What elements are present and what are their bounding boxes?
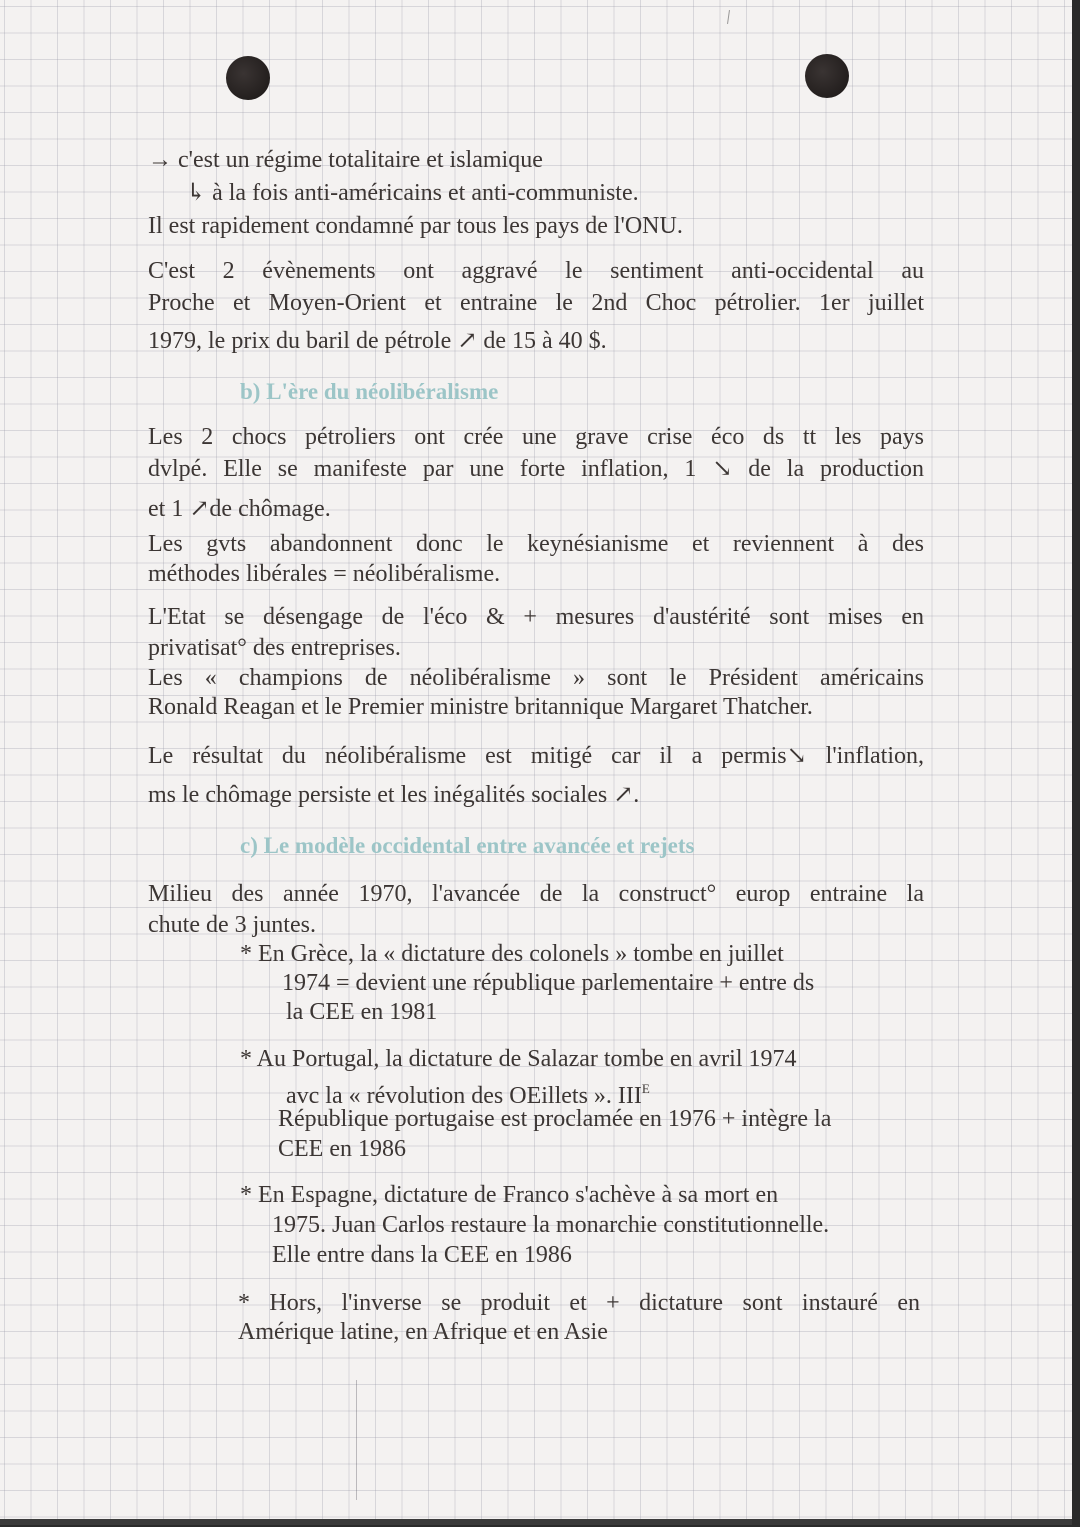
text-line: 1974 = devient une république parlementaire + entre ds (282, 970, 815, 996)
section-heading-b: b) L'ère du néolibéralisme (240, 379, 499, 404)
pen-mark (727, 10, 730, 24)
text-line: 1975. Juan Carlos restaure la monarchie constitutionnelle. (272, 1212, 830, 1238)
text-line: Il est rapidement condamné par tous les pays de l'ONU. (148, 213, 683, 239)
text-line: Elle entre dans la CEE en 1986 (272, 1242, 572, 1268)
text-line: 1979, le prix du baril de pétrole ↗ de 15 à 40 $. (148, 328, 607, 354)
bullet-other: * Hors, l'inverse se produit et + dictature sont instauré en (238, 1290, 920, 1316)
bullet-spain: * En Espagne, dictature de Franco s'achève à sa mort en (240, 1182, 779, 1208)
text-line: avc la « révolution des OEillets ». $III^E$ (286, 1081, 650, 1109)
arrow-right-icon: → (148, 147, 172, 173)
text-line: → c'est un régime totalitaire et islamique (148, 147, 543, 173)
arrow-sub-icon: ↳ (186, 180, 207, 206)
section-heading-c: c) Le modèle occidental entre avancée et rejets (240, 833, 695, 858)
text-line: dvlpé. Elle se manifeste par une forte inflation, 1 ↘ de la production (148, 456, 924, 482)
text-line: la CEE en 1981 (286, 999, 438, 1025)
text-line: C'est 2 évènements ont aggravé le sentiment anti-occidental au (148, 258, 924, 284)
text-line: Amérique latine, en Afrique et en Asie (238, 1319, 608, 1345)
text-line: privatisat° des entreprises. (148, 635, 401, 661)
text-line: et 1 ↗de chômage. (148, 496, 331, 522)
text-line: méthodes libérales = néolibéralisme. (148, 561, 501, 587)
text-line: République portugaise est proclamée en 1976 + intègre la (278, 1106, 832, 1132)
binder-hole-right (805, 54, 849, 98)
text-line: ↳ à la fois anti-américains et anti-communiste. (186, 180, 639, 206)
text-line: Les « champions de néolibéralisme » sont le Président américains (148, 665, 924, 691)
text-line: chute de 3 juntes. (148, 912, 316, 938)
text-line: Les 2 chocs pétroliers ont crée une grave crise éco ds tt les pays (148, 424, 924, 450)
text-line: Proche et Moyen-Orient et entraine le 2nd Choc pétrolier. 1er juillet (148, 290, 924, 316)
binder-hole-left (226, 56, 270, 100)
text-line: L'Etat se désengage de l'éco & + mesures d'austérité sont mises en (148, 604, 924, 630)
margin-line (356, 1380, 357, 1500)
text-line: ms le chômage persiste et les inégalités sociales ↗. (148, 782, 640, 808)
text-line: Le résultat du néolibéralisme est mitigé car il a permis↘ l'inflation, (148, 743, 924, 769)
text-line: Ronald Reagan et le Premier ministre britannique Margaret Thatcher. (148, 694, 813, 720)
text-line: CEE en 1986 (278, 1136, 406, 1162)
text-line: Milieu des année 1970, l'avancée de la construct° europ entraine la (148, 881, 924, 907)
text-line: Les gvts abandonnent donc le keynésianisme et reviennent à des (148, 531, 924, 557)
bullet-portugal: * Au Portugal, la dictature de Salazar tombe en avril 1974 (240, 1046, 797, 1072)
bullet-greece: * En Grèce, la « dictature des colonels » tombe en juillet (240, 941, 784, 967)
